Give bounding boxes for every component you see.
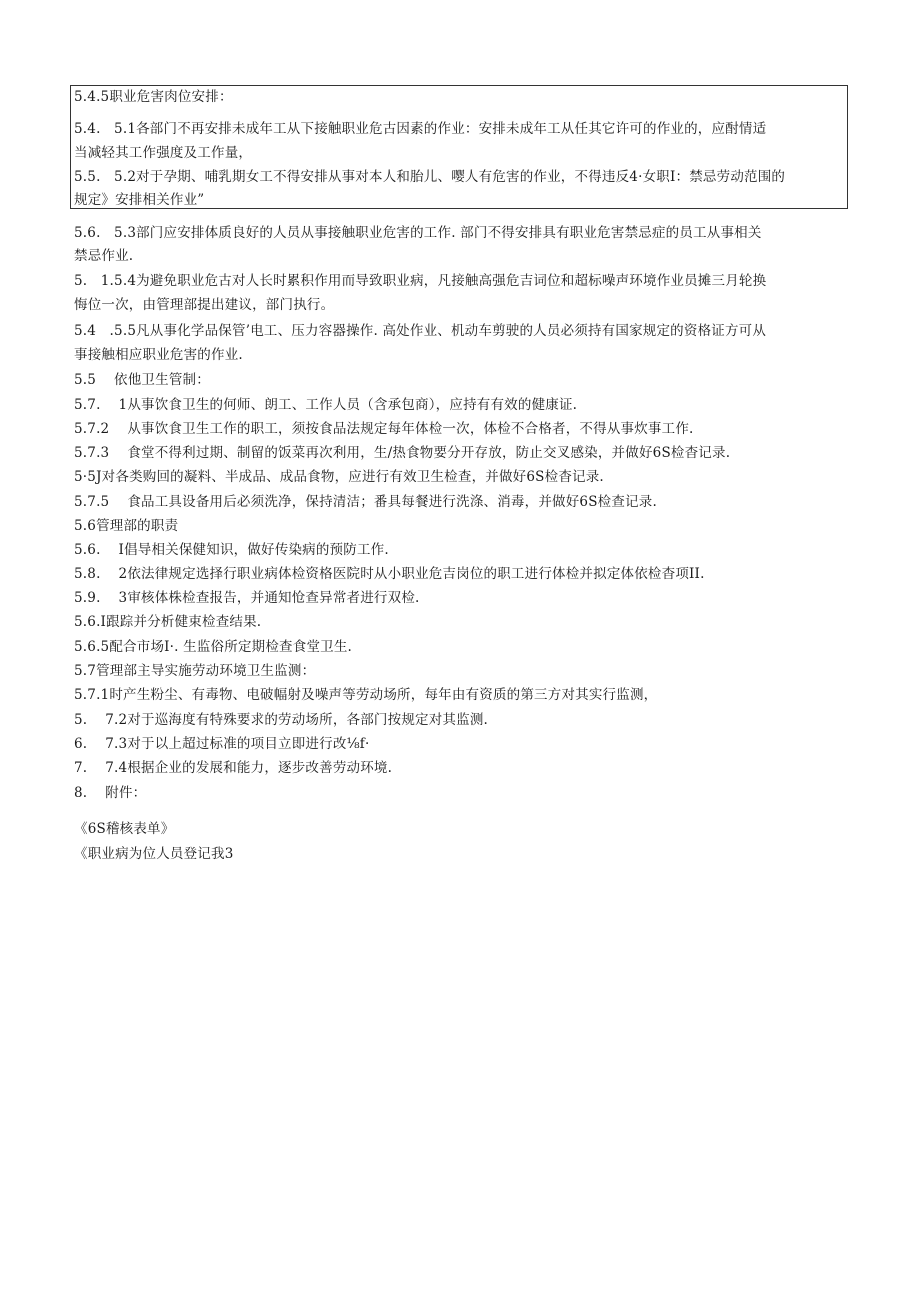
text-line: 5.8. 2依法律规定选择行职业病体检资格医院时从小职业危吉岗位的职工进行体检并拟定体依检杳项II. [74, 566, 705, 582]
text-line: 7. 7.4根据企业的发展和能力，逐步改善劳动环境. [74, 760, 393, 776]
box-line: 5.4.5职业危害肉位安排： [74, 89, 233, 105]
text-line: 5.6. I倡导相关保健知识，做好传染病的预防工作. [74, 542, 389, 558]
text-line: 5.9. 3审核体株检查报告，并通知怆查异常者进行双检. [74, 590, 420, 606]
text-line: 5.5 依他卫生管制： [74, 372, 210, 388]
attachment-item: 《职业病为位人员登记我3 [74, 846, 234, 862]
text-line: 8. 附件： [74, 785, 147, 801]
text-line: 悔位一次，由管理部提出建议，部门执行。 [74, 297, 335, 313]
section-heading: 5.6管理部的职责 [74, 518, 179, 534]
text-line: 5.6.5配合市场I·. 生监俗所定期检查食堂卫生. [74, 639, 353, 655]
text-line: 5.7.2 从事饮食卫生工作的职工，须按食品法规定每年体检一次，体检不合格者，不得从事炊事工作. [74, 421, 694, 437]
text-line: 5.7. 1从事饮食卫生的何师、朗工、工作人员（含承包商），应持有有效的健康证. [74, 397, 578, 413]
text-line: 5.7.5 食品工具设备用后必须洗净，保持清洁；番具每餐进行洗涤、消毒，并做好6S检查记录. [74, 494, 657, 510]
text-line: 5.6.I跟踪并分析健束检查结果. [74, 614, 262, 630]
text-line: 5.7.3 食堂不得利过期、制留的饭菜再次利用，生/热食物要分开存放，防止交叉感染，并做好6S检杳记录. [74, 445, 731, 461]
text-line: 6. 7.3对于以上超过标准的项目立即进行改⅛f· [74, 736, 370, 752]
text-line: 事接触相应职业危害的作业. [74, 347, 243, 363]
text-line: 5.4 .5.5凡从事化学品保管’电工、压力容器操作. 高处作业、机动车剪驶的人员必须持有国家规定的资格证方可从 [74, 323, 767, 339]
text-line: 5. 1.5.4为避免职业危古对人长时累积作用而导致职业病，凡接触高强危吉词位和超标噪声环境作业员摊三月轮换 [74, 273, 767, 289]
box-line: 当减轻其工作强度及工作量， [74, 145, 253, 161]
text-line: 禁忌作业. [74, 248, 134, 264]
text-line: 5.7.1时产生粉尘、有毒物、电破幅射及噪声等劳动场所，每年由有资质的第三方对其实行监测， [74, 687, 658, 703]
box-line: 5.4. 5.1各部门不再安排未成年工从下接触职业危古因素的作业：安排未成年工从任其它许可的作业的，应酎情适 [74, 121, 767, 137]
text-line: 5. 7.2对于巡海度有特殊要求的劳动场所，各部门按规定对其监测. [74, 712, 489, 728]
section-heading: 5.7管理部主导实施劳动环境卫生监测： [74, 663, 316, 679]
text-line: 5·5J对各类购回的凝料、半成品、成品食物，应进行有效卫生检查，并做好6S检杳记录. [74, 469, 604, 485]
text-line: 5.6. 5.3部门应安排体质良好的人员从事接触职业危害的工作. 部门不得安排具有职业危害禁忌症的员工从事相关 [74, 225, 762, 241]
box-line: 5.5. 5.2对于孕期、哺乳期女工不得安排从事对本人和胎儿、嘤人有危害的作业，不得违反4·女职I：禁忌劳动范围的 [74, 169, 786, 185]
box-line: 规定》安排相关作业” [74, 192, 205, 208]
attachment-item: 《6S稽核表单》 [74, 821, 175, 837]
